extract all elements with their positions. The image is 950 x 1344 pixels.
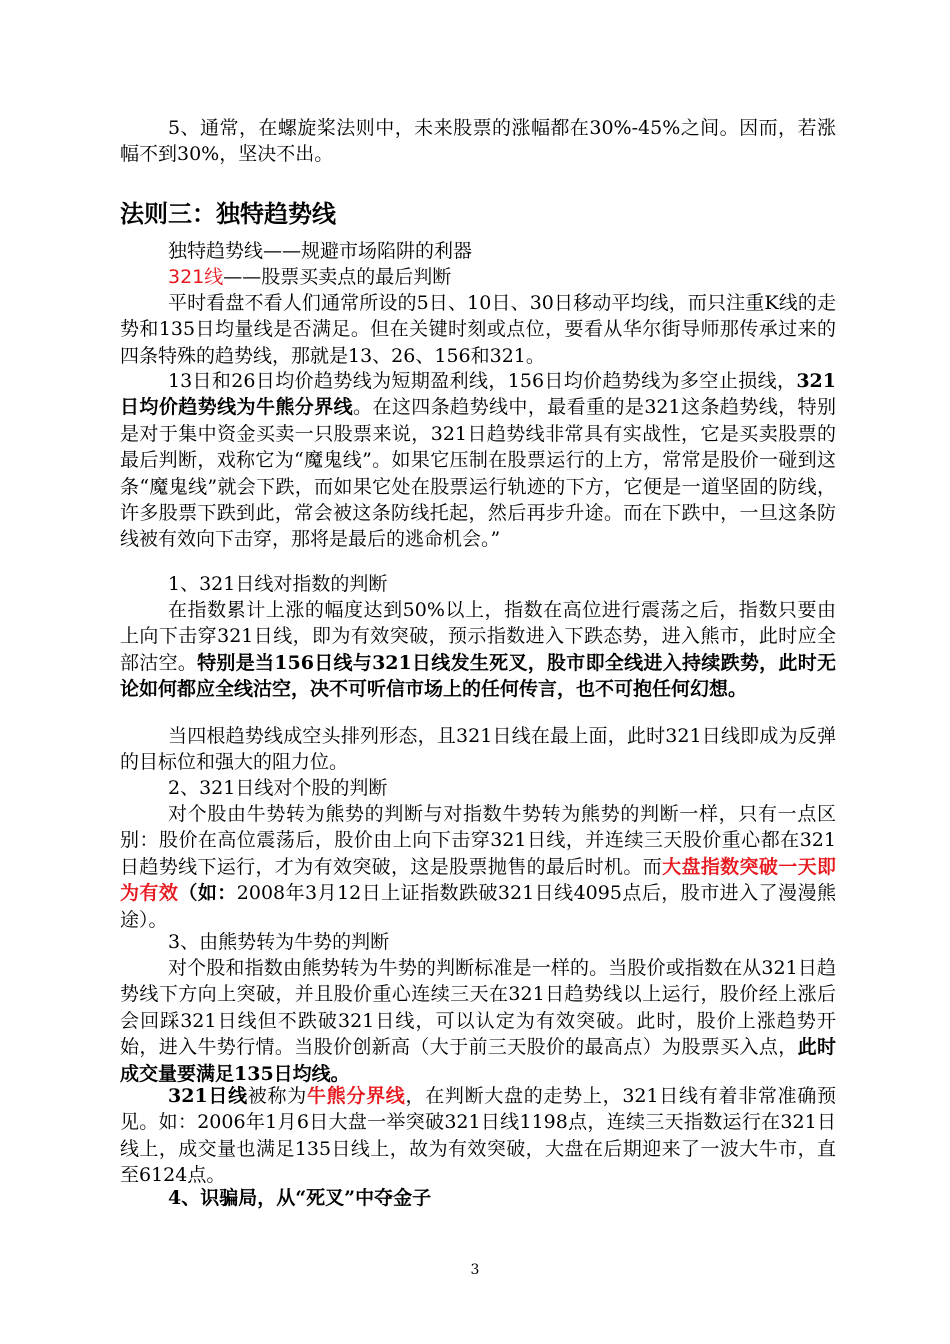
item-3-heading: 3、由熊势转为牛势的判断 bbox=[168, 931, 390, 953]
paragraph-3 bbox=[120, 597, 836, 703]
paragraph-6-a: 对个股和指数由熊势转为牛势的判断标准是一样的。当股价或指数在从321日趋势线下方向上突破，并且股价重心连续三天在321日趋势线以上运行，股价经上涨后会回踩321日线但不跌破321日线，可以认定为有效突破。此时，股价上涨趋势开始，进入牛势行情。当股价创新高（大于前三天股价的最高点）为股票买入点， bbox=[120, 957, 836, 1059]
paragraph-2 bbox=[120, 368, 836, 553]
paragraph-7-d: ，在判断大盘的走势上，321日线有着非常准确预见。如：2006年1月6日大盘一举突破321日线1198点，连续三天指数运行在321日线上，成交量也满足135日线上，故为有效突破，大盘在后期迎来了一波大牛市，直至6124点。 bbox=[120, 1085, 836, 1187]
page-number: 3 bbox=[470, 1262, 480, 1278]
paragraph-5-a: 对个股由牛势转为熊势的判断与对指数牛势转为熊势的判断一样，只有一点区别：股价在高位震荡后，股价由上向下击穿321日线，并连续三天股价重心都在321日趋势线下运行，才为有效突破，这是股票抛售的最后时机。而 bbox=[120, 803, 836, 878]
paragraph-3-a: 在指数累计上涨的幅度达到50%以上，指数在高位进行震荡之后，指数只要由上向下击穿321日线，即为有效突破，预示指数进入下跌态势，进入熊市，此时应全部沽空。 bbox=[120, 599, 836, 674]
subtitle-2 bbox=[120, 264, 836, 290]
paragraph-6-bold: 此时成交量要满足135日均线。 bbox=[120, 1036, 836, 1085]
paragraph-7-red: 牛熊分界线 bbox=[306, 1085, 406, 1107]
intro-paragraph bbox=[120, 115, 836, 168]
subtitle-1: 独特趋势线——规避市场陷阱的利器 bbox=[168, 240, 473, 262]
paragraph-5 bbox=[120, 801, 836, 933]
item-4-heading: 4、识骗局，从“死叉”中夺金子 bbox=[168, 1187, 432, 1209]
subtitle-2-rest: ——股票买卖点的最后判断 bbox=[223, 266, 452, 288]
paragraph-5-bold: （如： bbox=[178, 882, 237, 905]
paragraph-7-b: 被称为 bbox=[247, 1085, 307, 1107]
paragraph-3-bold: 特别是当156日线与321日线发生死叉，股市即全线进入持续跌势，此时无论如何都应全线沽空，决不可听信市场上的任何传言，也不可抱任何幻想。 bbox=[120, 651, 836, 701]
paragraph-2-c: 。在这四条趋势线中，最看重的是321这条趋势线，特别是对于集中资金买卖一只股票来说，321日趋势线非常具有实战性，它是买卖股票的最后判断，戏称它为“魔鬼线”。如果它压制在股票运行的上方，常常是股价一碰到这条“魔鬼线”就会下跌，而如果它处在股票运行轨迹的下方，它便是一道坚固的防线，许多股票下跌到此，常会被这条防线托起，然后再步升途。而在下跌中，一旦这条防线被有效向下击穿，那将是最后的逃命机会。” bbox=[120, 396, 836, 551]
paragraph-5-red: 大盘指数突破一天即为有效 bbox=[120, 855, 836, 905]
paragraph-7 bbox=[120, 1083, 836, 1189]
paragraph-7-bold: 321日线 bbox=[168, 1085, 248, 1107]
paragraph-2-a: 13日和26日均价趋势线为短期盈利线，156日均价趋势线为多空止损线， bbox=[168, 370, 797, 392]
intro-text: 5、通常，在螺旋桨法则中，未来股票的涨幅都在30%-45%之间。因而，若涨幅不到30%，坚决不出。 bbox=[120, 117, 836, 166]
section-heading: 法则三：独特趋势线 bbox=[120, 200, 336, 228]
paragraph-2-bold: 321日均价趋势线为牛熊分界线 bbox=[120, 370, 836, 419]
item-2-heading: 2、321日线对个股的判断 bbox=[168, 777, 388, 799]
subtitle-2-red: 321线 bbox=[168, 266, 224, 288]
paragraph-1: 平时看盘不看人们通常所设的5日、10日、30日移动平均线，而只注重K线的走势和135日均量线是否满足。但在关键时刻或点位，要看从华尔街导师那传承过来的四条特殊的趋势线，那就是13、26、156和321。 bbox=[120, 292, 836, 367]
paragraph-4: 当四根趋势线成空头排列形态，且321日线在最上面，此时321日线即成为反弹的目标位和强大的阻力位。 bbox=[120, 725, 836, 774]
paragraph-6 bbox=[120, 955, 836, 1087]
paragraph-5-d: 2008年3月12日上证指数跌破321日线4095点后，股市进入了漫漫熊途）。 bbox=[120, 882, 836, 931]
item-1-heading: 1、321日线对指数的判断 bbox=[168, 573, 388, 595]
